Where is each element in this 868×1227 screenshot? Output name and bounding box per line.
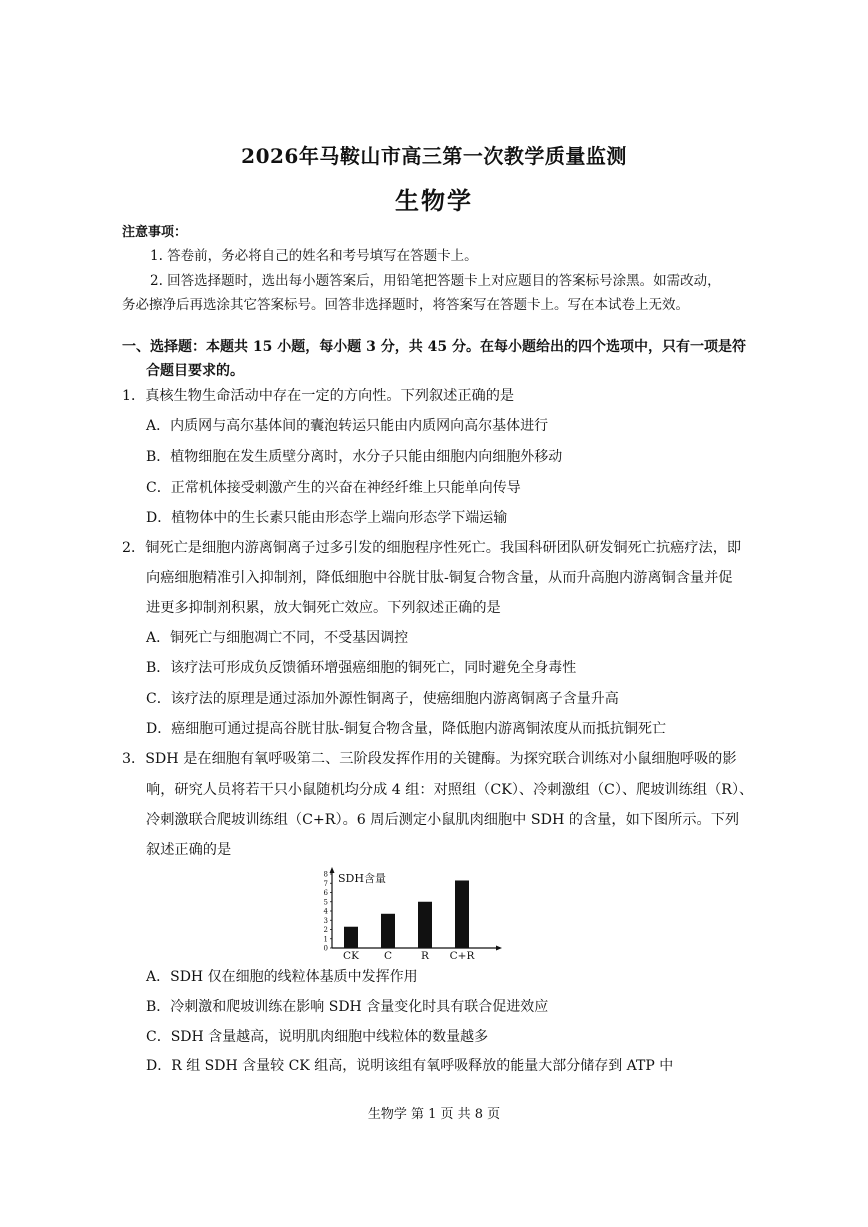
- q3-stem-line-2: 响，研究人员将若干只小鼠随机均分成 4 组：对照组（CK）、冷刺激组（C）、爬坡训练组（R）、: [146, 782, 754, 798]
- chart-title: SDH含量: [338, 872, 386, 885]
- q3-stem-line-3: 冷刺激联合爬坡训练组（C+R）。6 周后测定小鼠肌肉细胞中 SDH 的含量，如下图所示。下列: [146, 812, 740, 828]
- q1-stem: 1．真核生物生命活动中存在一定的方向性。下列叙述正确的是: [122, 388, 515, 404]
- chart-bars: [344, 880, 469, 948]
- q3-stem-line-1: 3．SDH 是在细胞有氧呼吸第二、三阶段发挥作用的关键酶。为探究联合训练对小鼠细胞呼吸的影: [122, 751, 737, 767]
- y-tick-label: 5: [323, 898, 328, 907]
- q2-stem-line-1: 2．铜死亡是细胞内游离铜离子过多引发的细胞程序性死亡。我国科研团队研发铜死亡抗癌疗法，即: [122, 540, 742, 556]
- x-tick-label: R: [421, 950, 429, 960]
- q2-option-d: D．癌细胞可通过提高谷胱甘肽-铜复合物含量，降低胞内游离铜浓度从而抵抗铜死亡: [146, 721, 666, 737]
- notice-item-2-line-1: 2. 回答选择题时，选出每小题答案后，用铅笔把答题卡上对应题目的答案标号涂黑。如需改动，: [150, 273, 721, 289]
- q3-option-d: D．R 组 SDH 含量较 CK 组高，说明该组有氧呼吸释放的能量大部分储存到 ATP 中: [146, 1058, 674, 1074]
- y-tick-label: 3: [323, 916, 328, 925]
- x-tick-label: C+R: [449, 950, 475, 960]
- chart-x-labels: [343, 950, 475, 960]
- bar-ck: [344, 927, 358, 948]
- q1-option-a: A．内质网与高尔基体间的囊泡转运只能由内质网向高尔基体进行: [146, 418, 549, 434]
- notice-heading: 注意事项：: [122, 225, 188, 240]
- notice-item-1: 1. 答卷前，务必将自己的姓名和考号填写在答题卡上。: [150, 248, 478, 264]
- page-footer: 生物学 第 1 页 共 8 页: [367, 1107, 501, 1122]
- q2-stem-line-3: 进更多抑制剂积累，放大铜死亡效应。下列叙述正确的是: [146, 600, 501, 616]
- section-heading-line-2: 合题目要求的。: [146, 363, 244, 379]
- sdh-bar-chart: [318, 865, 508, 960]
- y-tick-label: 7: [323, 879, 328, 888]
- q3-stem-line-4: 叙述正确的是: [146, 842, 232, 858]
- x-tick-label: C: [383, 950, 393, 960]
- x-axis-arrow: [496, 946, 502, 951]
- y-tick-label: 0: [323, 944, 328, 953]
- q3-option-c: C．SDH 含量越高，说明肌肉细胞中线粒体的数量越多: [146, 1029, 489, 1045]
- q2-stem-line-2: 向癌细胞精准引入抑制剂，降低细胞中谷胱甘肽-铜复合物含量，从而升高胞内游离铜含量并促: [146, 570, 733, 586]
- q1-option-d: D．植物体中的生长素只能由形态学上端向形态学下端运输: [146, 510, 508, 526]
- notice-item-2-line-2: 务必擦净后再选涂其它答案标号。回答非选择题时，将答案写在答题卡上。写在本试卷上无效。: [122, 297, 689, 313]
- section-heading-line-1: 一、选择题：本题共 15 小题，每小题 3 分，共 45 分。在每小题给出的四个选项中，只有一项是符: [122, 339, 746, 355]
- q3-option-a: A．SDH 仅在细胞的线粒体基质中发挥作用: [146, 969, 418, 985]
- q2-option-b: B．该疗法可形成负反馈循环增强癌细胞的铜死亡，同时避免全身毒性: [146, 660, 577, 676]
- x-tick-label: CK: [343, 950, 359, 960]
- bar-c: [381, 914, 395, 948]
- y-tick-label: 2: [323, 926, 328, 934]
- y-tick-label: 1: [323, 935, 328, 944]
- chart-ticks: [324, 871, 332, 953]
- y-tick-label: 8: [323, 870, 328, 879]
- y-tick-label: 4: [323, 907, 328, 916]
- q1-option-c: C．正常机体接受刺激产生的兴奋在神经纤维上只能单向传导: [146, 480, 521, 496]
- exam-title: 2026年马鞍山市高三第一次教学质量监测: [241, 144, 627, 168]
- y-axis-arrow: [330, 867, 335, 873]
- q1-option-b: B．植物细胞在发生质壁分离时，水分子只能由细胞内向细胞外移动: [146, 449, 563, 465]
- bar-cplusr: [455, 880, 469, 948]
- q2-option-c: C．该疗法的原理是通过添加外源性铜离子，使癌细胞内游离铜离子含量升高: [146, 691, 619, 707]
- q2-option-a: A．铜死亡与细胞凋亡不同，不受基因调控: [146, 630, 409, 646]
- subject-title: 生物学: [395, 186, 473, 215]
- q3-option-b: B．冷刺激和爬坡训练在影响 SDH 含量变化时具有联合促进效应: [146, 999, 549, 1015]
- bar-r: [418, 902, 432, 948]
- y-tick-label: 6: [323, 889, 328, 897]
